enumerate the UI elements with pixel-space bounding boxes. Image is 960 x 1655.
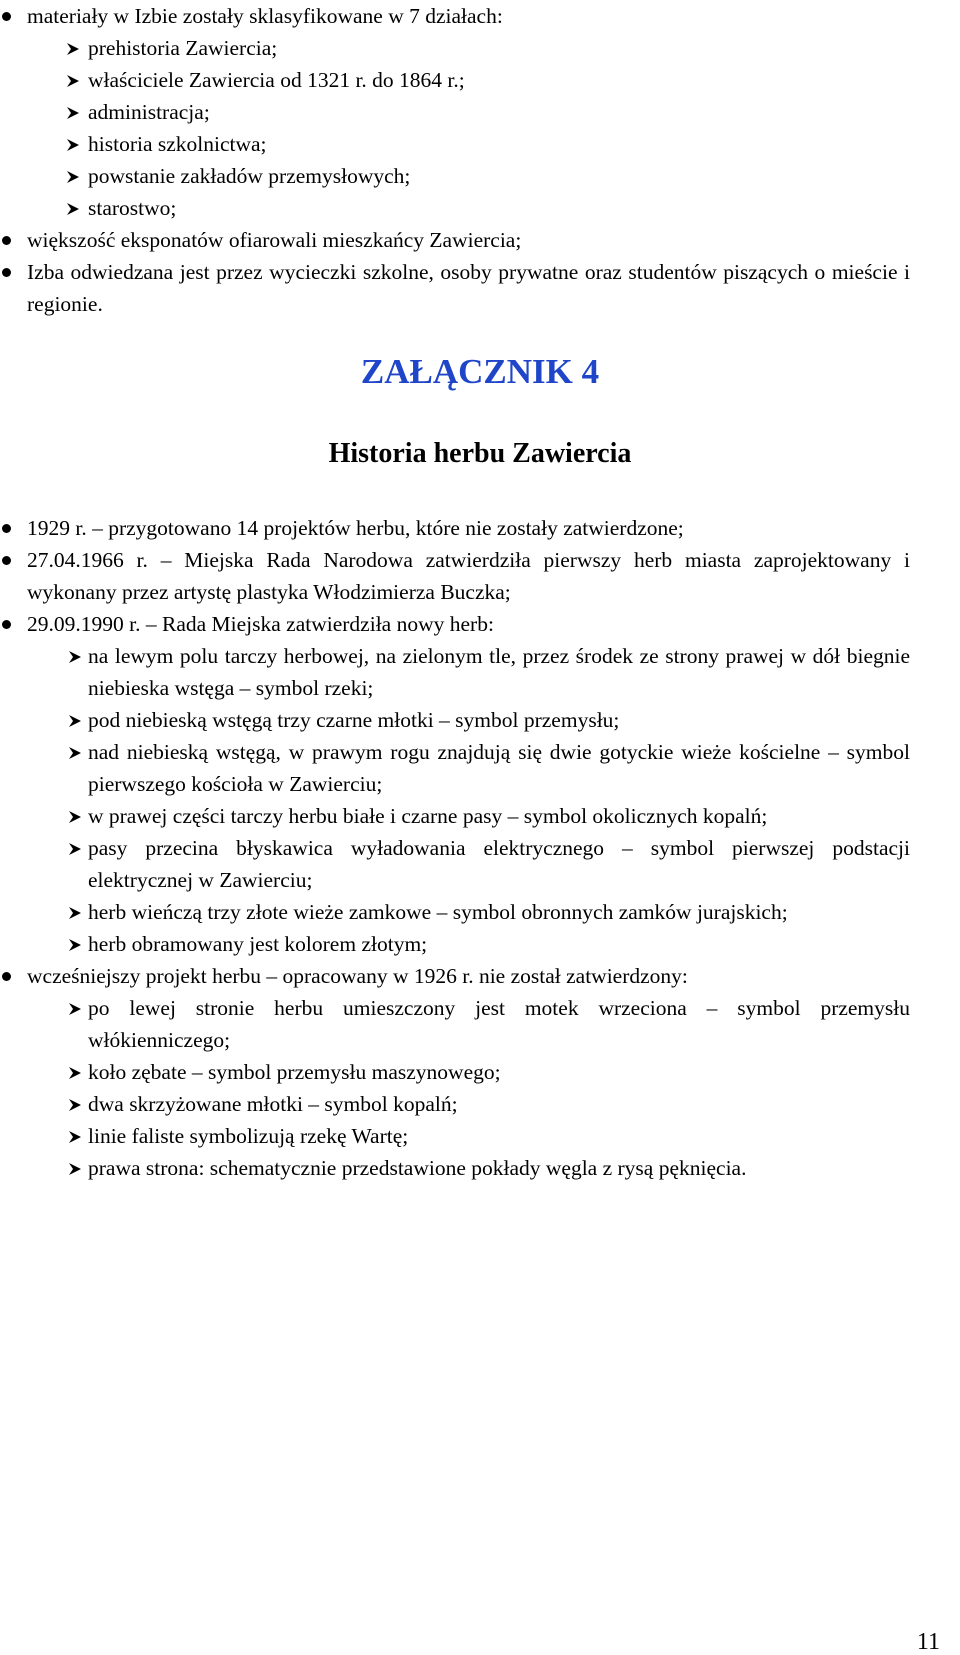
arrowhead-bullet-icon [68, 714, 82, 728]
sub-list-item-text: prawa strona: schematycznie przedstawione pokłady węgla z rysą pęknięcia. [88, 1156, 747, 1180]
sub-list-item [0, 800, 910, 832]
list-item-text: 29.09.1990 r. – Rada Miejska zatwierdziła nowy herb: [27, 612, 494, 636]
page-number: 11 [916, 1629, 940, 1655]
sub-list-item [0, 160, 910, 192]
arrowhead-bullet-icon [68, 842, 82, 856]
sub-list-item [0, 1056, 910, 1088]
arrowhead-bullet-icon [68, 1098, 82, 1112]
sub-list-item [0, 704, 910, 736]
arrowhead-bullet-icon [68, 746, 82, 760]
sub-list-item-text: powstanie zakładów przemysłowych; [88, 164, 411, 188]
list-item-text: materiały w Izbie zostały sklasyfikowane w 7 działach: [27, 4, 503, 28]
sub-list-item-text: na lewym polu tarczy herbowej, na zielonym tle, przez środek ze strony prawej w dół biegnie niebieska wstęga – symbol rzeki; [88, 644, 910, 700]
arrowhead-bullet-icon [66, 74, 80, 88]
sub-list-item [0, 96, 910, 128]
arrowhead-bullet-icon [68, 938, 82, 952]
arrowhead-bullet-icon [68, 1130, 82, 1144]
arrowhead-bullet-icon [66, 106, 80, 120]
sub-list-item [0, 1088, 910, 1120]
sub-list-item-text: koło zębate – symbol przemysłu maszynowego; [88, 1060, 501, 1084]
arrowhead-bullet-icon [66, 42, 80, 56]
sub-list-item [0, 896, 910, 928]
list-item-text: większość eksponatów ofiarowali mieszkańcy Zawiercia; [27, 228, 522, 252]
sub-list-item [0, 128, 910, 160]
section-subtitle: Historia herbu Zawiercia [328, 438, 632, 469]
sub-list-item-text: herb obramowany jest kolorem złotym; [88, 932, 428, 956]
arrowhead-bullet-icon [68, 1002, 82, 1016]
sub-list-item-text: administracja; [88, 100, 210, 124]
history-list [0, 512, 960, 1184]
arrowhead-bullet-icon [68, 1066, 82, 1080]
top-list [0, 0, 960, 320]
list-item [0, 224, 910, 256]
sub-list-item [0, 192, 910, 224]
sub-list-item-text: starostwo; [88, 196, 177, 220]
list-item-text: 27.04.1966 r. – Miejska Rada Narodowa zatwierdziła pierwszy herb miasta zaprojektowany i wykonany przez artystę plastyka Włodzimierza Buczka; [27, 548, 910, 604]
list-item [0, 256, 910, 320]
sub-list-item-text: dwa skrzyżowane młotki – symbol kopalń; [88, 1092, 458, 1116]
sub-list-item-text: linie faliste symbolizują rzekę Wartę; [88, 1124, 409, 1148]
arrowhead-bullet-icon [66, 202, 80, 216]
list-item [0, 544, 910, 608]
top-list-section [0, 0, 960, 320]
sub-list-item-text: w prawej części tarczy herbu białe i czarne pasy – symbol okolicznych kopalń; [88, 804, 768, 828]
sub-list-item-text: prehistoria Zawiercia; [88, 36, 278, 60]
sub-list-item [0, 32, 910, 64]
sub-list-item [0, 1120, 910, 1152]
list-item-text: wcześniejszy projekt herbu – opracowany w 1926 r. nie został zatwierdzony: [27, 964, 688, 988]
arrowhead-bullet-icon [68, 906, 82, 920]
list-item-text: Izba odwiedzana jest przez wycieczki szkolne, osoby prywatne oraz studentów piszących o mieście i regionie. [27, 260, 910, 316]
sub-list-item-text: pod niebieską wstęgą trzy czarne młotki – symbol przemysłu; [88, 708, 620, 732]
sub-list-item [0, 992, 910, 1056]
sub-list-item [0, 928, 910, 960]
arrowhead-bullet-icon [66, 170, 80, 184]
arrowhead-bullet-icon [66, 138, 80, 152]
list-item [0, 512, 910, 544]
sub-list-item-text: po lewej stronie herbu umieszczony jest motek wrzeciona – symbol przemysłu włókienniczego; [88, 996, 910, 1052]
coat-of-arms-history-section [0, 512, 960, 1184]
sub-list-item-text: nad niebieską wstęgą, w prawym rogu znajdują się dwie gotyckie wieże kościelne – symbol pierwszego kościoła w Zawierciu; [88, 740, 910, 796]
sub-list-item [0, 736, 910, 800]
list-item [0, 608, 910, 640]
sub-list-item-text: właściciele Zawiercia od 1321 r. do 1864 r.; [88, 68, 465, 92]
appendix-title: ZAŁĄCZNIK 4 [360, 352, 600, 391]
list-item [0, 960, 910, 992]
arrowhead-bullet-icon [68, 1162, 82, 1176]
sub-list-item [0, 64, 910, 96]
arrowhead-bullet-icon [68, 650, 82, 664]
list-item-text: 1929 r. – przygotowano 14 projektów herbu, które nie zostały zatwierdzone; [27, 516, 684, 540]
arrowhead-bullet-icon [68, 810, 82, 824]
sub-list-item-text: pasy przecina błyskawica wyładowania elektrycznego – symbol pierwszej podstacji elektrycznej w Zawierciu; [88, 836, 910, 892]
sub-list-item [0, 1152, 910, 1184]
sub-list-item [0, 640, 910, 704]
sub-list-item-text: historia szkolnictwa; [88, 132, 267, 156]
sub-list-item-text: herb wieńczą trzy złote wieże zamkowe – symbol obronnych zamków jurajskich; [88, 900, 788, 924]
list-item [0, 0, 910, 32]
sub-list-item [0, 832, 910, 896]
